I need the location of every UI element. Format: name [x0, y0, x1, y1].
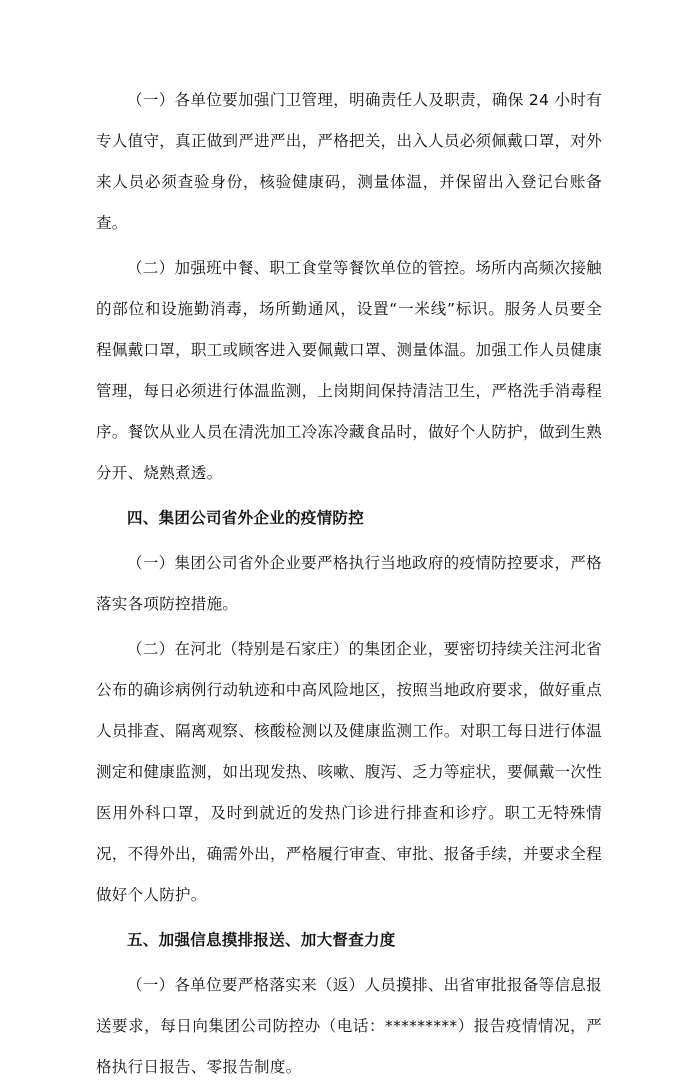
section-heading-four: 四、集团公司省外企业的疫情防控: [127, 509, 365, 527]
section-heading-five: 五、加强信息摸排报送、加大督查力度: [127, 931, 396, 949]
paragraph-info-reporting: （一）各单位要严格落实来（返）人员摸排、出省审批报备等信息报送要求，每日向集团公司防控办（电话：*********）报告疫情情况，严格执行日报告、零报告制度。: [96, 976, 602, 1076]
paragraph-canteen-control: （二）加强班中餐、职工食堂等餐饮单位的管控。场所内高频次接触的部位和设施勤消毒，场所勤通风，设置“一米线”标识。服务人员要全程佩戴口罩，职工或顾客进入要佩戴口罩、测量体温。加强工作人员健康管理，每日必须进行体温监测，上岗期间保持清洁卫生，严格洗手消毒程序。餐饮从业人员在清洗加工冷冻冷藏食品时，做好个人防护，做到生熟分开、烧熟煮透。: [96, 259, 602, 482]
paragraph-hebei-enterprises: （二）在河北（特别是石家庄）的集团企业，要密切持续关注河北省公布的确诊病例行动轨迹和中高风险地区，按照当地政府要求，做好重点人员排查、隔离观察、核酸检测以及健康监测工作。对职工每日进行体温测定和健康监测，如出现发热、咳嗽、腹泻、乏力等症状，要佩戴一次性医用外科口罩，及时到就近的发热门诊进行排查和诊疗。职工无特殊情况，不得外出，确需外出，严格履行审查、审批、报备手续，并要求全程做好个人防护。: [96, 640, 602, 904]
paragraph-outside-province-measures: （一）集团公司省外企业要严格执行当地政府的疫情防控要求，严格落实各项防控措施。: [96, 554, 602, 613]
paragraph-gate-management: （一）各单位要加强门卫管理，明确责任人及职责，确保 24 小时有专人值守，真正做到严进严出，严格把关，出入人员必须佩戴口罩，对外来人员必须查验身份，核验健康码，测量体温，并保留出入登记台账备查。: [96, 91, 602, 232]
document-body: [96, 80, 602, 1088]
